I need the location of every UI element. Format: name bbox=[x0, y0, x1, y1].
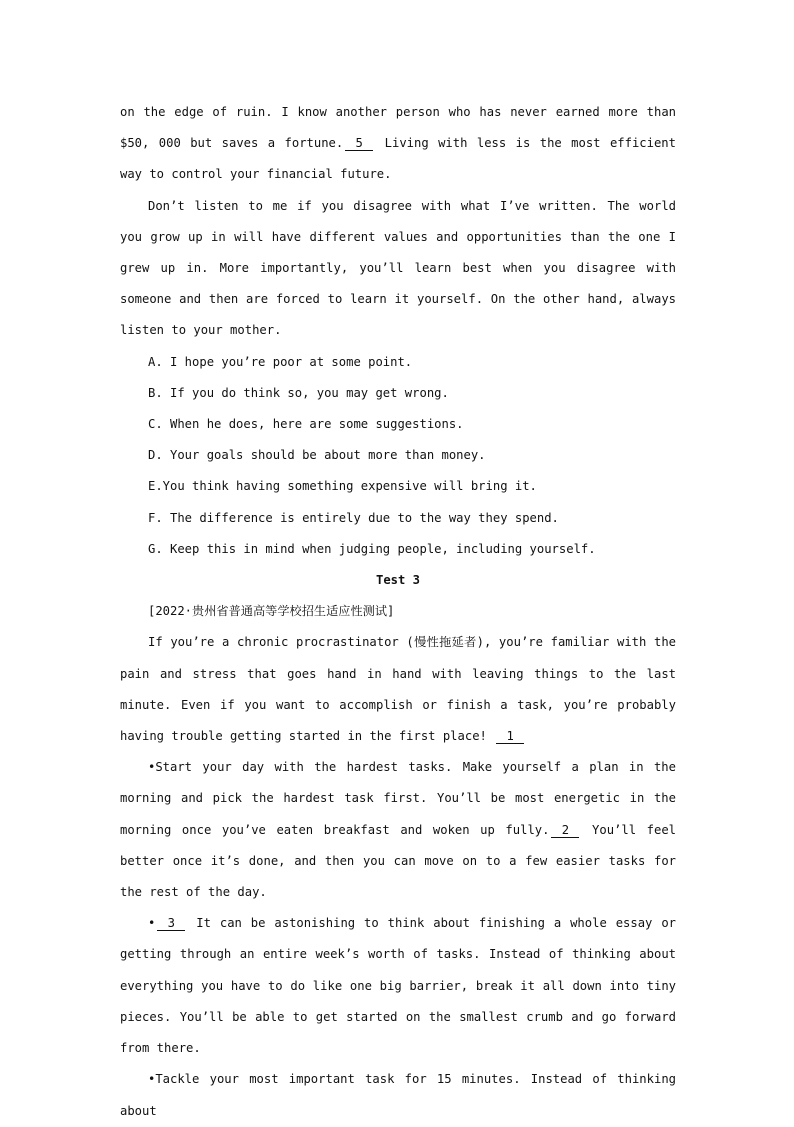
answer-blank-1: 1 bbox=[496, 729, 524, 744]
answer-blank-2: 2 bbox=[551, 823, 579, 838]
paragraph-text: You’ll feel better once it’s done, and then you can move on to a few easier tasks for the rest of the day. bbox=[120, 822, 676, 900]
option-g: G. Keep this in mind when judging people, including yourself. bbox=[148, 541, 596, 556]
option-b: B. If you do think so, you may get wrong. bbox=[148, 385, 449, 400]
document-content bbox=[120, 97, 676, 1127]
source-label: [2022·贵州省普通高等学校招生适应性测试] bbox=[148, 604, 395, 619]
paragraph-dont-listen: Don’t listen to me if you disagree with what I’ve written. The world you grow up in will have different values and opportunities than the one I grew up in. More importantly, you’ll learn best when you disagree with someone and then are forced to learn it yourself. On the other hand, always listen to your mother. bbox=[120, 198, 676, 338]
bullet-marker: • bbox=[148, 916, 156, 931]
paragraph-ruin bbox=[120, 97, 676, 191]
bullet-hardest-tasks bbox=[120, 752, 676, 908]
paragraph-text: It can be astonishing to think about finishing a whole essay or getting through an entire week’s worth of tasks. Instead of thinking about everything you have to do like one big barrier, break it all down into tiny pieces. You’ll be able to get started on the smallest crumb and go forward from there. bbox=[120, 916, 676, 1056]
option-a: A. I hope you’re poor at some point. bbox=[148, 354, 413, 369]
paragraph-text: Living with less is the most efficient way to control your financial future. bbox=[120, 136, 676, 182]
bullet-break-down bbox=[120, 908, 676, 1064]
answer-blank-5: 5 bbox=[345, 136, 373, 151]
section-title: Test 3 bbox=[375, 573, 421, 588]
option-f: F. The difference is entirely due to the way they spend. bbox=[148, 510, 559, 525]
paragraph-text: on the edge of ruin. I know another person who has never earned more than $50, 000 but saves a fortune. bbox=[120, 105, 676, 151]
option-c: C. When he does, here are some suggestions. bbox=[148, 417, 464, 432]
paragraph-text: If you’re a chronic procrastinator (慢性拖延者), you’re familiar with the pain and stress that goes hand in hand with leaving things to the last minute. Even if you want to accomplish or finish a task, you’re probably having trouble getting started in the first place! bbox=[120, 635, 676, 744]
option-d: D. Your goals should be about more than money. bbox=[148, 448, 486, 463]
paragraph-text: •Start your day with the hardest tasks. Make yourself a plan in the morning and pick the hardest task first. You’ll be most energetic in the morning once you’ve eaten breakfast and woken up fully. bbox=[120, 760, 676, 837]
bullet-tackle-task: •Tackle your most important task for 15 minutes. Instead of thinking about bbox=[120, 1072, 676, 1118]
paragraph-intro bbox=[120, 627, 676, 752]
option-e: E.You think having something expensive will bring it. bbox=[148, 479, 537, 494]
answer-blank-3: 3 bbox=[157, 916, 185, 931]
